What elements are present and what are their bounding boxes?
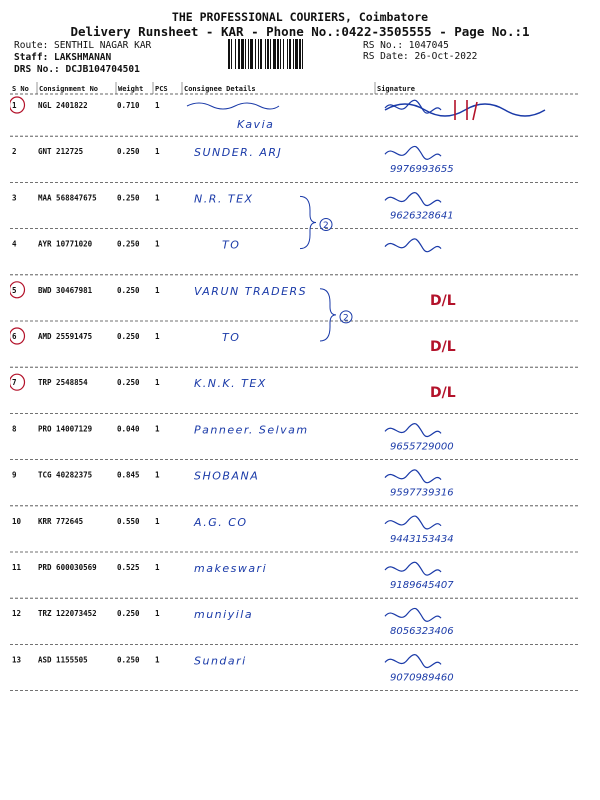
col-header-sno: S No bbox=[12, 85, 29, 93]
barcode-bar bbox=[265, 39, 266, 69]
barcode-bar bbox=[283, 39, 284, 69]
row-consignment-no: KRR 772645 bbox=[38, 516, 84, 526]
row-consignee-handwritten: Sundari bbox=[194, 654, 247, 668]
row-consignee-handwritten: VARUN TRADERS bbox=[194, 284, 308, 298]
row-sno: 9 bbox=[12, 470, 17, 480]
signature-scribble bbox=[385, 193, 441, 206]
row-sno: 13 bbox=[12, 655, 22, 665]
row-pcs: 1 bbox=[155, 147, 160, 157]
col-header-pcs: PCS bbox=[155, 85, 168, 93]
row-pcs: 1 bbox=[155, 285, 160, 295]
barcode-image bbox=[228, 39, 356, 69]
row-sno: 5 bbox=[12, 285, 17, 295]
row-pcs: 1 bbox=[155, 563, 160, 572]
row-pcs: 1 bbox=[155, 516, 160, 526]
row-consignment-no: AMD 25591475 bbox=[38, 332, 93, 341]
row-consignment-no: PRD 600030569 bbox=[38, 563, 97, 572]
barcode-bar bbox=[235, 39, 236, 69]
delivery-mark: D/L bbox=[430, 385, 456, 402]
rs-date: RS Date: 26-Oct-2022 bbox=[363, 51, 478, 62]
table-row bbox=[10, 374, 580, 413]
barcode-bar bbox=[295, 39, 298, 69]
row-consignee-handwritten: TO bbox=[222, 331, 241, 344]
delivery-mark: D/L bbox=[430, 339, 456, 355]
barcode-bar bbox=[267, 39, 269, 69]
row-consignee-handwritten: K.N.K. TEX bbox=[194, 377, 267, 391]
row-signature bbox=[430, 339, 456, 355]
row-signature bbox=[430, 293, 456, 309]
row-weight: 0.250 bbox=[117, 655, 140, 665]
table-row bbox=[10, 192, 580, 228]
row-sno: 3 bbox=[12, 193, 17, 203]
signature-phone-note: 9189645407 bbox=[390, 580, 454, 591]
row-weight: 0.250 bbox=[117, 193, 140, 203]
col-header-signature: Signature bbox=[377, 85, 415, 93]
row-sno: 10 bbox=[12, 516, 22, 526]
grouping-bracket bbox=[320, 289, 352, 341]
row-sno: 8 bbox=[12, 424, 17, 434]
row-consignee-handwritten: muniyila bbox=[194, 608, 254, 622]
row-signature bbox=[385, 146, 454, 175]
row-pcs: 1 bbox=[155, 239, 160, 249]
row-signature bbox=[385, 424, 454, 453]
barcode-bar bbox=[289, 39, 291, 69]
barcode-bar bbox=[255, 39, 256, 69]
row-consignment-no: GNT 212725 bbox=[38, 147, 84, 157]
row-consignment-no: AYR 10771020 bbox=[38, 239, 93, 249]
row-pcs: 1 bbox=[155, 332, 160, 341]
row-weight: 0.250 bbox=[117, 609, 140, 619]
row-signature bbox=[385, 516, 454, 545]
row-consignee-handwritten: TO bbox=[222, 238, 241, 252]
barcode-bar bbox=[293, 39, 294, 69]
row-weight: 0.525 bbox=[117, 563, 140, 572]
bracket-count: 2 bbox=[343, 313, 349, 324]
row-pcs: 1 bbox=[155, 470, 160, 480]
barcode-bar bbox=[245, 39, 246, 69]
barcode-bar bbox=[260, 39, 262, 69]
staff-label: Staff: LAKSHMANAN bbox=[14, 52, 112, 63]
row-sno: 4 bbox=[12, 239, 17, 249]
barcode-bar bbox=[248, 39, 249, 69]
row-weight: 0.250 bbox=[117, 332, 140, 341]
table-row bbox=[10, 562, 580, 598]
barcode-bar bbox=[250, 39, 253, 69]
bracket-count: 2 bbox=[323, 221, 329, 231]
signature-phone-note: 9976993655 bbox=[390, 164, 454, 176]
row-consignment-no: TRP 2548854 bbox=[38, 378, 88, 388]
col-header-weight: Weight bbox=[118, 85, 144, 93]
row-consignment-no: MAA 568847675 bbox=[38, 193, 97, 203]
table-row bbox=[10, 97, 580, 136]
row-consignee-handwritten: Panneer. Selvam bbox=[194, 423, 309, 437]
row-consignment-no: PRO 14007129 bbox=[38, 424, 93, 434]
table-row bbox=[10, 282, 580, 324]
row-signature bbox=[385, 655, 454, 684]
barcode-bar bbox=[231, 39, 232, 69]
grouping-bracket bbox=[300, 196, 332, 248]
row-sno: 2 bbox=[12, 147, 17, 157]
barcode-bar bbox=[238, 39, 240, 69]
barcode-bar bbox=[258, 39, 259, 69]
bracket-stroke bbox=[300, 196, 316, 248]
row-consignee-handwritten: SUNDER. ARJ bbox=[194, 146, 283, 160]
rs-number: RS No.: 1047045 bbox=[363, 40, 449, 51]
table-row bbox=[10, 516, 580, 552]
table-row bbox=[10, 470, 580, 506]
row-consignment-no: TRZ 122073452 bbox=[38, 609, 97, 619]
row-signature bbox=[385, 100, 545, 120]
consignee-scribble bbox=[187, 103, 279, 109]
row-consignee-handwritten: A.G. CO bbox=[194, 515, 248, 529]
barcode-bar bbox=[273, 39, 276, 69]
row-consignment-no: ASD 1155505 bbox=[38, 655, 88, 665]
table-row bbox=[10, 239, 580, 275]
row-consignment-no: NGL 2401822 bbox=[38, 101, 88, 110]
runsheet-subtitle: Delivery Runsheet - KAR - Phone No.:0422-3505555 - Page No.:1 bbox=[70, 24, 530, 39]
row-weight: 0.040 bbox=[117, 424, 140, 434]
barcode-bar bbox=[287, 39, 288, 69]
signature-phone-note: 9626328641 bbox=[390, 210, 454, 222]
bracket-stroke bbox=[320, 289, 336, 341]
row-signature bbox=[385, 562, 454, 591]
barcode-bar bbox=[302, 39, 303, 69]
signature-scribble bbox=[385, 424, 441, 437]
row-weight: 0.550 bbox=[117, 516, 140, 526]
row-pcs: 1 bbox=[155, 101, 160, 110]
row-consignment-no: BWD 30467981 bbox=[38, 285, 93, 295]
row-consignee-handwritten: N.R. TEX bbox=[194, 192, 254, 206]
row-signature bbox=[385, 239, 441, 252]
signature-scribble bbox=[385, 562, 441, 575]
row-pcs: 1 bbox=[155, 378, 160, 388]
row-consignee-handwritten: Kavia bbox=[237, 118, 275, 131]
row-sno: 6 bbox=[12, 332, 17, 341]
company-title: THE PROFESSIONAL COURIERS, Coimbatore bbox=[171, 10, 429, 24]
barcode-bar bbox=[280, 39, 281, 69]
row-sno: 12 bbox=[12, 609, 22, 619]
signature-scribble bbox=[385, 516, 441, 529]
row-weight: 0.250 bbox=[117, 378, 140, 388]
signature-scribble bbox=[385, 146, 441, 159]
signature-scribble-long bbox=[385, 104, 545, 116]
row-sno: 1 bbox=[12, 101, 17, 110]
signature-scribble bbox=[385, 470, 441, 483]
row-weight: 0.250 bbox=[117, 147, 140, 157]
route-label: Route: SENTHIL NAGAR KAR bbox=[14, 40, 152, 51]
row-consignee-handwritten: makeswari bbox=[194, 562, 268, 575]
signature-phone-note: 9597739316 bbox=[390, 487, 454, 499]
row-weight: 0.250 bbox=[117, 239, 140, 249]
table-row bbox=[10, 654, 580, 690]
drs-number: DRS No.: DCJB104704501 bbox=[14, 64, 140, 75]
signature-scribble bbox=[385, 608, 441, 621]
barcode-bar bbox=[299, 39, 301, 69]
signature-phone-note: 8056323406 bbox=[390, 626, 454, 638]
runsheet-table bbox=[10, 82, 590, 702]
row-signature bbox=[385, 470, 454, 499]
row-signature bbox=[385, 193, 454, 222]
row-weight: 0.710 bbox=[117, 101, 140, 110]
row-consignee-handwritten: SHOBANA bbox=[194, 469, 260, 483]
row-signature bbox=[430, 385, 456, 401]
col-header-consignment: Consignment No bbox=[39, 85, 99, 93]
table-row bbox=[10, 146, 580, 182]
barcode-bar bbox=[241, 39, 244, 69]
row-pcs: 1 bbox=[155, 655, 160, 665]
signature-phone-note: 9655729000 bbox=[390, 441, 454, 453]
table-row bbox=[10, 328, 580, 367]
signature-scribble bbox=[385, 655, 441, 668]
row-sno: 7 bbox=[12, 378, 17, 388]
barcode-bar bbox=[270, 39, 271, 69]
row-pcs: 1 bbox=[155, 424, 160, 434]
barcode-bar bbox=[228, 39, 230, 69]
table-row bbox=[10, 608, 580, 644]
row-weight: 0.845 bbox=[117, 470, 140, 480]
row-consignment-no: TCG 40282375 bbox=[38, 470, 93, 480]
barcode-bar bbox=[277, 39, 279, 69]
row-weight: 0.250 bbox=[117, 285, 140, 295]
row-sno: 11 bbox=[12, 563, 22, 572]
signature-scribble bbox=[385, 239, 441, 252]
signature-phone-note: 9443153434 bbox=[390, 533, 454, 545]
signature-phone-note: 9070989460 bbox=[390, 672, 454, 684]
delivery-mark: D/L bbox=[430, 292, 456, 309]
table-row bbox=[10, 423, 580, 459]
row-pcs: 1 bbox=[155, 609, 160, 619]
row-pcs: 1 bbox=[155, 193, 160, 203]
col-header-consignee: Consignee Details bbox=[184, 85, 256, 93]
row-signature bbox=[385, 608, 454, 637]
